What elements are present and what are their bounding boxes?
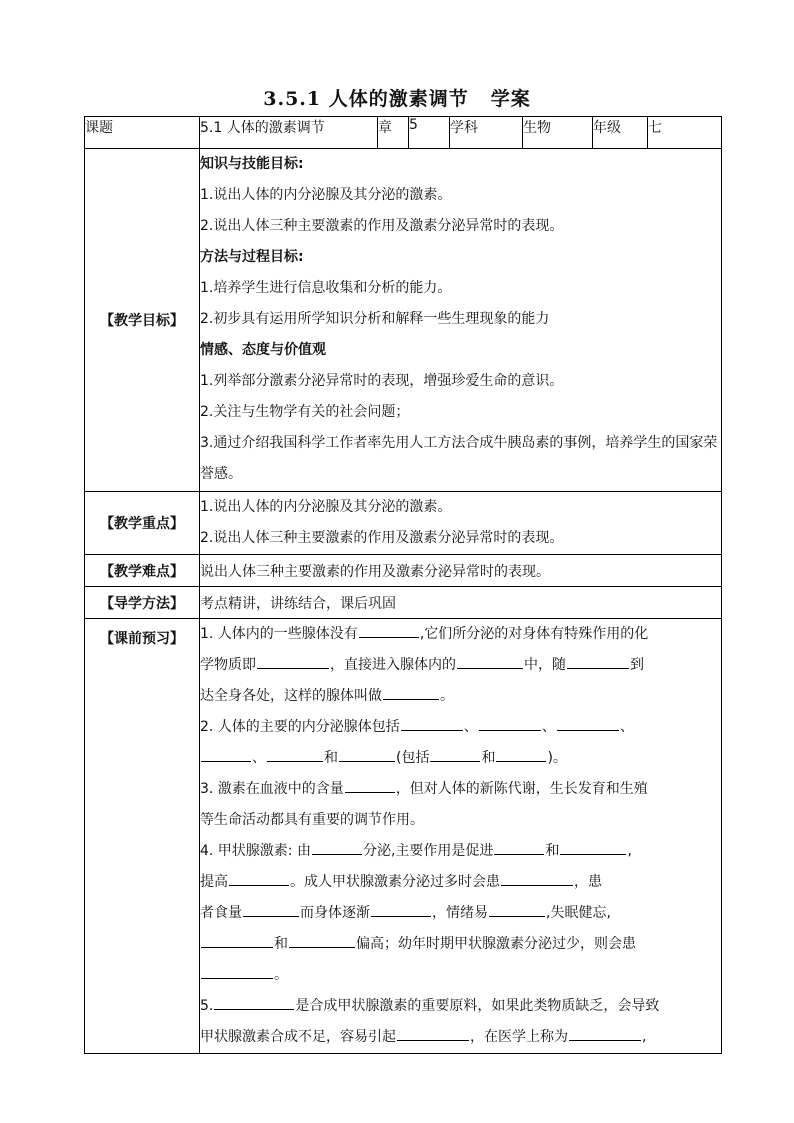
difficulty-row: [85, 555, 722, 587]
preview-q3-line2: 等生命活动都具有重要的调节作用。: [200, 812, 424, 828]
difficulty-label: 【教学难点】: [85, 555, 200, 587]
focus-line-2: 2.说出人体三种主要激素的作用及激素分泌异常时的表现。: [200, 530, 564, 546]
focus-label: 【教学重点】: [85, 492, 200, 555]
lesson-plan-table: [84, 116, 722, 1054]
answer-blank[interactable]: [383, 685, 439, 700]
grade-label: 年级: [593, 117, 648, 149]
answer-blank[interactable]: [494, 840, 544, 855]
answer-blank[interactable]: [496, 747, 546, 762]
method-text: 考点精讲，讲练结合，课后巩固: [200, 595, 396, 612]
goals-attitude-3: 3.通过介绍我国科学工作者率先用人工方法合成牛胰岛素的事例，培养学生的国家荣誉感。: [200, 435, 718, 482]
topic-label: 课题: [85, 117, 200, 149]
preview-q4-line3: 者食量 而身体逐渐 ，情绪易 ,失眠健忘,: [200, 898, 721, 929]
goals-knowledge-2: 2.说出人体三种主要激素的作用及激素分泌异常时的表现。: [200, 218, 564, 234]
header-row: [85, 117, 722, 149]
answer-blank[interactable]: [229, 871, 289, 886]
goals-knowledge-1: 1.说出人体的内分泌腺及其分泌的激素。: [200, 187, 452, 203]
focus-line-1: 1.说出人体的内分泌腺及其分泌的激素。: [200, 499, 452, 515]
preview-row: [85, 619, 722, 1054]
answer-blank[interactable]: [201, 933, 273, 948]
answer-blank[interactable]: [312, 840, 362, 855]
subject-label: 学科: [450, 117, 523, 149]
preview-q4-line5: 。: [200, 960, 721, 991]
answer-blank[interactable]: [501, 871, 573, 886]
answer-blank[interactable]: [345, 778, 395, 793]
goals-heading-attitude: 情感、态度与价值观: [200, 342, 326, 358]
answer-blank[interactable]: [479, 716, 541, 731]
method-row: [85, 587, 722, 619]
focus-content: [200, 492, 722, 555]
goals-row: [85, 149, 722, 492]
answer-blank[interactable]: [569, 1026, 641, 1041]
preview-q1-line3: 达全身各处，这样的腺体叫做 。: [200, 681, 721, 712]
chapter-value: 5: [409, 117, 450, 149]
answer-blank[interactable]: [243, 902, 299, 917]
answer-blank[interactable]: [267, 747, 323, 762]
difficulty-content: [200, 555, 722, 587]
preview-label: 【课前预习】: [85, 619, 200, 1054]
preview-q4-line1: 4. 甲状腺激素: 由 分泌,主要作用是促进 和 ,: [200, 836, 721, 867]
answer-blank[interactable]: [201, 747, 251, 762]
answer-blank[interactable]: [557, 716, 619, 731]
preview-q5-line1: 5. 是合成甲状腺激素的重要原料，如果此类物质缺乏，会导致: [200, 991, 721, 1022]
preview-content: [200, 619, 722, 1054]
difficulty-text: 说出人体三种主要激素的作用及激素分泌异常时的表现。: [200, 563, 550, 580]
topic-value: 5.1 人体的激素调节: [200, 117, 378, 149]
goals-method-1: 1.培养学生进行信息收集和分析的能力。: [200, 280, 452, 296]
answer-blank[interactable]: [560, 840, 626, 855]
title-sub: 学案: [490, 88, 531, 110]
answer-blank[interactable]: [430, 747, 480, 762]
answer-blank[interactable]: [397, 1026, 469, 1041]
answer-blank[interactable]: [457, 654, 523, 669]
method-content: [200, 587, 722, 619]
chapter-label: 章: [378, 117, 409, 149]
answer-blank[interactable]: [339, 747, 395, 762]
preview-q1-line1: 1. 人体内的一些腺体没有 ,它们所分泌的对身体有特殊作用的化: [200, 619, 721, 650]
answer-blank[interactable]: [567, 654, 629, 669]
preview-q3-line1: 3. 激素在血液中的含量 ，但对人体的新陈代谢，生长发育和生殖: [200, 774, 721, 805]
goals-heading-method: 方法与过程目标:: [200, 249, 304, 265]
preview-q5-line2: 甲状腺激素合成不足，容易引起 ，在医学上称为 ,: [200, 1022, 721, 1053]
preview-q1-line2: 学物质即 ，直接进入腺体内的 中，随 到: [200, 650, 721, 681]
preview-q4-line2: 提高 。成人甲状腺激素分泌过多时会患 ，患: [200, 867, 721, 898]
answer-blank[interactable]: [371, 902, 431, 917]
goals-content: [200, 149, 722, 492]
preview-q2-line2: 、 和 (包括 和 )。: [200, 743, 721, 774]
answer-blank[interactable]: [359, 623, 419, 638]
subject-value: 生物: [523, 117, 593, 149]
document-title: [0, 84, 794, 111]
answer-blank[interactable]: [489, 902, 545, 917]
answer-blank[interactable]: [289, 933, 355, 948]
answer-blank[interactable]: [201, 964, 273, 979]
preview-q4-line4: 和 偏高；幼年时期甲状腺激素分泌过少，则会患: [200, 929, 721, 960]
method-label: 【导学方法】: [85, 587, 200, 619]
grade-value: 七: [648, 117, 722, 149]
goals-method-2: 2.初步具有运用所学知识分析和解释一些生理现象的能力: [200, 311, 550, 327]
preview-q2-line1: 2. 人体的主要的内分泌腺体包括 、 、 、: [200, 712, 721, 743]
focus-row: [85, 492, 722, 555]
goals-label: 【教学目标】: [85, 149, 200, 492]
answer-blank[interactable]: [214, 995, 294, 1010]
goals-heading-knowledge: 知识与技能目标:: [200, 156, 304, 172]
answer-blank[interactable]: [257, 654, 329, 669]
goals-attitude-1: 1.列举部分激素分泌异常时的表现，增强珍爱生命的意识。: [200, 373, 564, 389]
title-main: 3.5.1 人体的激素调节: [263, 88, 469, 110]
goals-attitude-2: 2.关注与生物学有关的社会问题；: [200, 404, 410, 420]
answer-blank[interactable]: [401, 716, 463, 731]
